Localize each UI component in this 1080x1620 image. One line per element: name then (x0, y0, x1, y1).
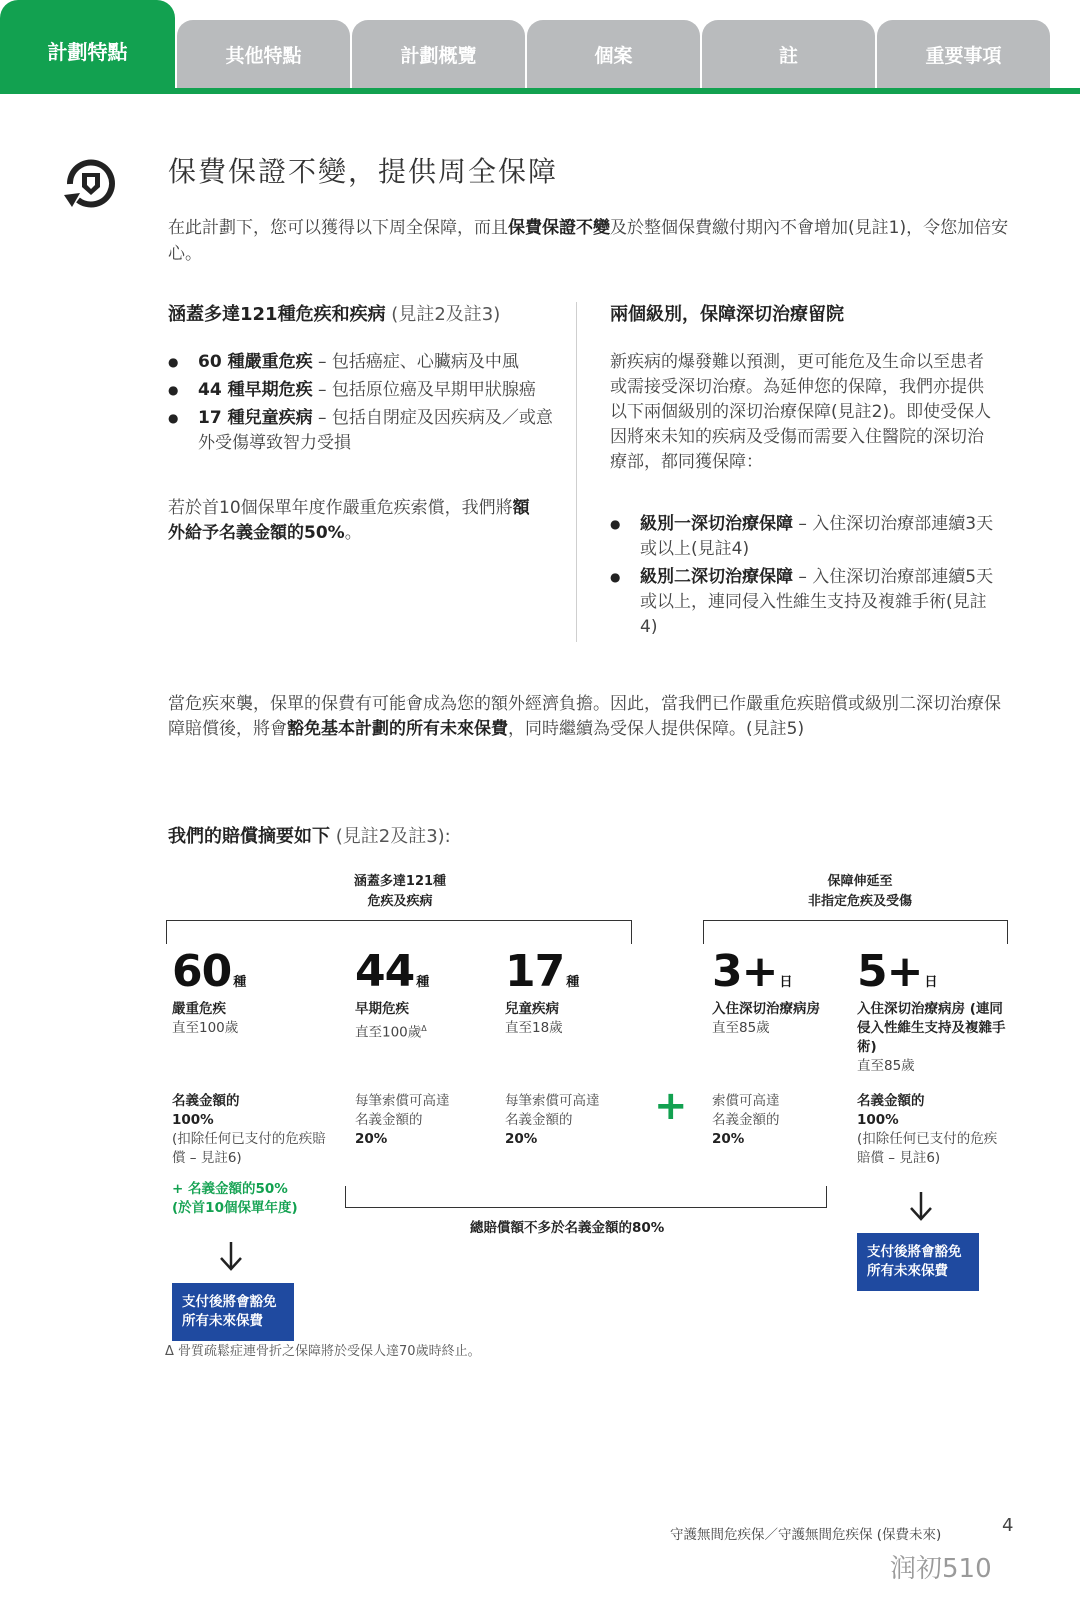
amount-icu-level1: 索償可高達 名義金額的 20% (712, 1093, 780, 1147)
group-title-illness: 涵蓋多達121種 危疾及疾病 (353, 874, 447, 909)
total-bracket (345, 1186, 827, 1208)
right-column-title: 兩個級別，保障深切治療留院 (610, 304, 844, 325)
bonus-50-percent: + 名義金額的50% (於首10個保單年度) (172, 1181, 298, 1216)
list-item: ● 60 種嚴重危疾 – 包括癌症、心臟病及中風 (168, 350, 553, 375)
stat-child-illness: 17 種 兒童疾病 直至18歲 (505, 946, 580, 1036)
plus-icon: + (654, 1083, 688, 1129)
premium-guarantee-icon (62, 155, 120, 213)
arrow-down-icon (218, 1240, 244, 1278)
amount-early: 每筆索償可高達 名義金額的 20% (355, 1093, 450, 1147)
column-divider (576, 302, 577, 642)
amount-child: 每筆索償可高達 名義金額的 20% (505, 1093, 600, 1147)
list-item: ● 級別一深切治療保障 – 入住深切治療部連續3天或以上(見註4) (610, 512, 995, 562)
group-title-icu: 保障伸延至 非指定危疾及受傷 (807, 874, 912, 909)
list-item: ● 級別二深切治療保障 – 入住深切治療部連續5天或以上，連同侵入性維生支持及複雜手術(見註4) (610, 565, 995, 640)
tab-important-matters[interactable]: 重要事項 (877, 20, 1050, 88)
page-number: 4 (1002, 1515, 1014, 1536)
arrow-down-icon (908, 1190, 934, 1228)
stat-early-illness: 44 種 早期危疾 直至100歲$^\Delta$ (355, 946, 430, 1041)
tab-plan-overview[interactable]: 計劃概覽 (352, 20, 525, 88)
left-column-title: 涵蓋多達121種危疾和疾病 (見註2及註3) (168, 304, 501, 325)
stat-severe-illness: 60 種 嚴重危疾 直至100歲 (172, 946, 247, 1036)
stat-icu-level2: 5+ 日 入住深切治療病房 (連同侵入性維生支持及複雜手術) 直至85歲 (857, 946, 1006, 1074)
tab-plan-features[interactable]: 計劃特點 (0, 0, 175, 92)
section-title: 保費保證不變，提供周全保障 (168, 155, 559, 188)
tab-bar (0, 0, 1080, 96)
icu-level-list (610, 512, 995, 643)
tab-other-features[interactable]: 其他特點 (177, 20, 350, 88)
icu-intro-paragraph: 新疾病的爆發難以預測，更可能危及生命以至患者或需接受深切治療。為延伸您的保障，我們亦提供以下兩個級別的深切治療保障(見註2)。即使受保人因將來未知的疾病及受傷而需要入住醫院的深切治療部，都同獲保障： (610, 352, 992, 472)
extra-benefit-paragraph: 若於首10個保單年度作嚴重危疾索償，我們將額外給予名義金額的50%。 (168, 498, 530, 543)
tab-cases[interactable]: 個案 (527, 20, 700, 88)
tab-notes[interactable]: 註 (702, 20, 875, 88)
list-item: ● 17 種兒童疾病 – 包括自閉症及因疾病及／或意外受傷導致智力受損 (168, 406, 553, 456)
premium-waiver-paragraph: 當危疾來襲，保單的保費有可能會成為您的額外經濟負擔。因此，當我們已作嚴重危疾賠償或級別二深切治療保障賠償後，將會豁免基本計劃的所有未來保費，同時繼續為受保人提供保障。(見註5) (168, 694, 1001, 739)
watermark: 润初510 (890, 1554, 992, 1584)
tab-underline (0, 88, 1080, 94)
footer-product-name: 守護無間危疾保／守護無間危疾保 (保費未來) (670, 1527, 942, 1543)
group-bracket-illness (166, 920, 632, 944)
illness-list (168, 350, 553, 459)
footnote: Δ 骨質疏鬆症連骨折之保障將於受保人達70歲時終止。 (165, 1344, 481, 1359)
amount-severe: 名義金額的 100% (扣除任何已支付的危疾賠償 – 見註6) (172, 1093, 326, 1166)
amount-icu-level2: 名義金額的 100% (扣除任何已支付的危疾賠償 – 見註6) (857, 1093, 998, 1166)
summary-title: 我們的賠償摘要如下 (見註2及註3): (168, 826, 451, 847)
list-item: ● 44 種早期危疾 – 包括原位癌及早期甲狀腺癌 (168, 378, 553, 403)
waiver-box-severe: 支付後將會豁免 所有未來保費 (172, 1283, 294, 1341)
total-cap-label: 總賠償額不多於名義金額的80% (470, 1220, 665, 1236)
stat-icu-level1: 3+ 日 入住深切治療病房 直至85歲 (712, 946, 820, 1036)
waiver-box-icu: 支付後將會豁免 所有未來保費 (857, 1233, 979, 1291)
intro-paragraph: 在此計劃下，您可以獲得以下周全保障，而且保費保證不變及於整個保費繳付期內不會增加(見註1)，令您加倍安心。 (168, 218, 1009, 264)
group-bracket-icu (703, 920, 1008, 944)
